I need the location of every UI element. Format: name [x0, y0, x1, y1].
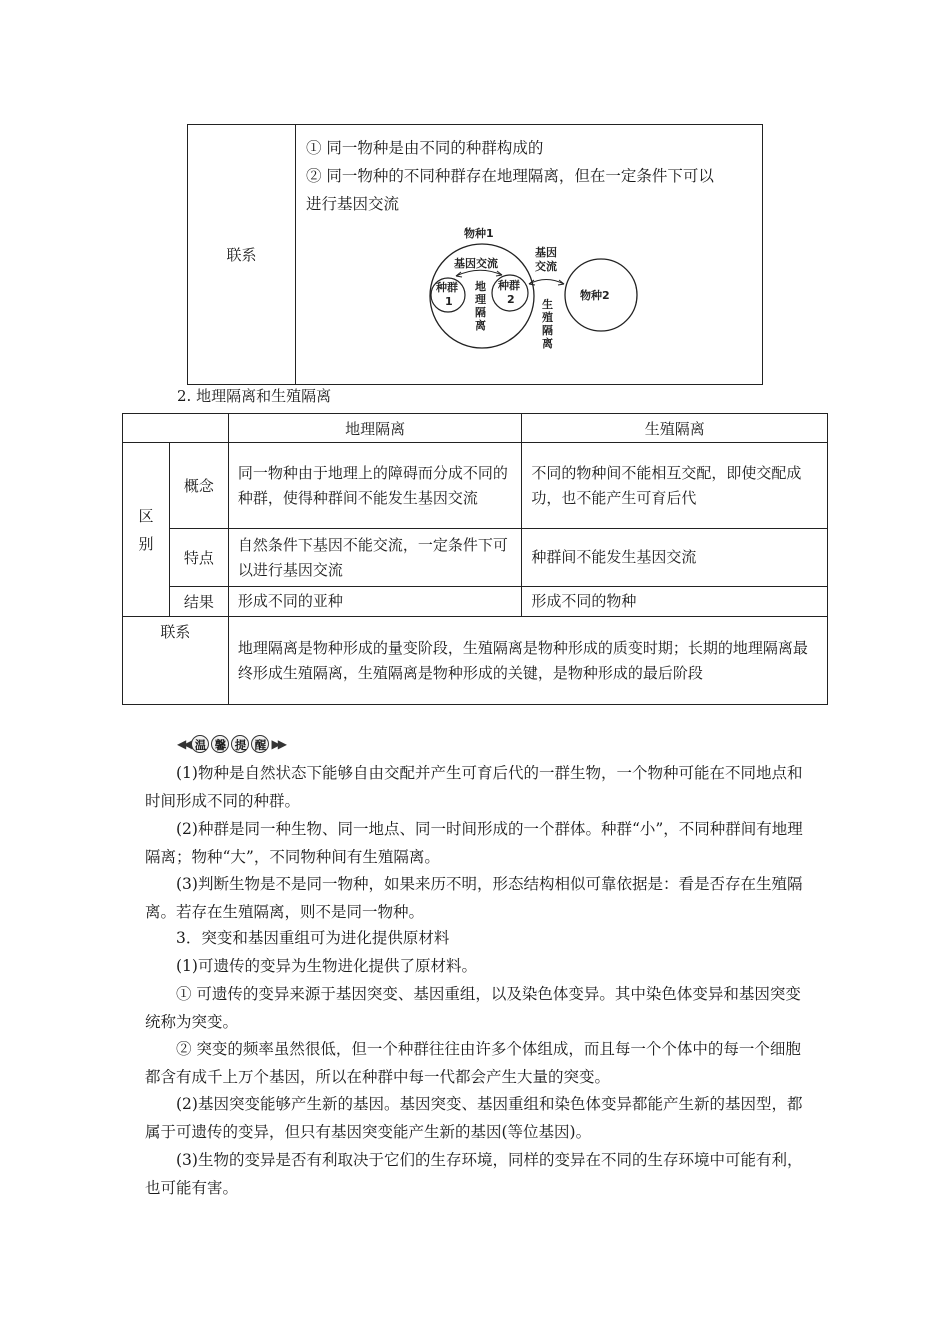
- species2-label: 物种2: [580, 289, 610, 302]
- section-3-paragraph-5: (3)生物的变异是否有利取决于它们的生存环境，同样的变异在不同的生存环境中可能有利，也可能有害。: [145, 1151, 803, 1197]
- warm-tip-badge: [177, 734, 284, 754]
- relation-line-1: ① 同一物种是由不同的种群构成的: [306, 139, 544, 157]
- row-label-feature: 特点: [169, 529, 228, 587]
- cell-repro-result: 形成不同的物种: [522, 587, 828, 617]
- cell-repro-concept: 不同的物种间不能相互交配，即使交配成功，也不能产生可育后代: [522, 443, 828, 529]
- tip-paragraph-2: (2)种群是同一种生物、同一地点、同一时间形成的一个群体。种群“小”，不同种群间有地理隔离；物种“大”，不同物种间有生殖隔离。: [145, 820, 803, 866]
- population2-label-b: 2: [507, 293, 515, 306]
- outer-gene-flow-label-1: 基因: [535, 246, 557, 259]
- row-label-concept: 概念: [169, 443, 228, 529]
- cell-link: 地理隔离是物种形成的量变阶段，生殖隔离是物种形成的质变时期；长期的地理隔离最终形成生殖隔离，生殖隔离是物种形成的关键，是物种形成的最后阶段: [228, 617, 827, 705]
- geo-isolation-char-3: 隔: [475, 306, 486, 319]
- header-repro-isolation: 生殖隔离: [522, 414, 828, 443]
- geo-isolation-char-2: 理: [475, 293, 486, 306]
- species-population-diagram: [296, 125, 764, 386]
- repro-isolation-char-3: 隔: [542, 324, 553, 337]
- relation-content: [296, 125, 763, 385]
- difference-group-label: [123, 443, 170, 617]
- outer-gene-flow-arrow: [529, 280, 564, 285]
- geo-isolation-char-4: 离: [475, 319, 486, 332]
- population1-label-b: 1: [445, 295, 453, 308]
- isolation-comparison-table: [122, 413, 828, 705]
- tip-paragraph-3: (3)判断生物是不是同一物种，如果来历不明，形态结构相似可靠依据是：看是否存在生殖隔离。若存在生殖隔离，则不是同一物种。: [145, 875, 803, 921]
- species-relation-table: [187, 124, 763, 385]
- section-3-paragraph-2: ① 可遗传的变异来源于基因突变、基因重组，以及染色体变异。其中染色体变异和基因突变统称为突变。: [145, 985, 801, 1031]
- repro-isolation-char-2: 殖: [542, 311, 553, 324]
- cell-geo-concept: 同一物种由于地理上的障碍而分成不同的种群，使得种群间不能发生基因交流: [228, 443, 522, 529]
- cell-repro-feature: 种群间不能发生基因交流: [522, 529, 828, 587]
- difference-label-char-2: 别: [138, 534, 154, 553]
- section-3-title: 3．突变和基因重组可为进化提供原材料: [176, 929, 450, 947]
- population1-label-a: 种群: [436, 281, 458, 294]
- repro-isolation-char-4: 离: [542, 337, 553, 350]
- relation-label: 联系: [188, 125, 296, 385]
- tip-char-4: 醒: [251, 735, 269, 753]
- section-3-paragraph-4: (2)基因突变能够产生新的基因。基因突变、基因重组和染色体变异都能产生新的基因型，都属于可遗传的变异，但只有基因突变能产生新的基因(等位基因)。: [145, 1095, 803, 1141]
- repro-isolation-char-1: 生: [542, 298, 553, 311]
- double-right-arrow-icon: ▶▶: [271, 737, 284, 751]
- row-label-result: 结果: [169, 587, 228, 617]
- section-2-title: 2. 地理隔离和生殖隔离: [177, 387, 332, 405]
- cell-geo-feature: 自然条件下基因不能交流，一定条件下可以进行基因交流: [228, 529, 522, 587]
- inner-gene-flow-arrow: [456, 270, 502, 276]
- relation-line-2: ② 同一物种的不同种群存在地理隔离，但在一定条件下可以: [306, 167, 714, 185]
- section-3-paragraph-1: (1)可遗传的变异为生物进化提供了原材料。: [176, 957, 477, 975]
- difference-label-char-1: 区: [138, 506, 154, 525]
- inner-gene-flow-label: 基因交流: [454, 257, 498, 270]
- tip-char-3: 提: [231, 735, 249, 753]
- geo-isolation-char-1: 地: [475, 280, 486, 293]
- section-3-paragraph-3: ② 突变的频率虽然很低，但一个种群往往由许多个体组成，而且每一个个体中的每一个细胞都含有成千上万个基因，所以在种群中每一代都会产生大量的突变。: [145, 1040, 801, 1086]
- cell-geo-result: 形成不同的亚种: [228, 587, 522, 617]
- double-left-arrow-icon: ◀◀: [177, 737, 190, 751]
- species1-label: 物种1: [464, 227, 494, 240]
- header-geo-isolation: 地理隔离: [228, 414, 522, 443]
- tip-char-1: 温: [191, 735, 209, 753]
- row-label-link: 联系: [123, 617, 229, 705]
- outer-gene-flow-label-2: 交流: [535, 260, 557, 273]
- tip-paragraph-1: (1)物种是自然状态下能够自由交配并产生可育后代的一群生物，一个物种可能在不同地点和时间形成不同的种群。: [145, 764, 803, 810]
- population2-label-a: 种群: [498, 279, 520, 292]
- tip-char-2: 馨: [211, 735, 229, 753]
- relation-line-3: 进行基因交流: [306, 195, 400, 213]
- header-empty-cell: [123, 414, 229, 443]
